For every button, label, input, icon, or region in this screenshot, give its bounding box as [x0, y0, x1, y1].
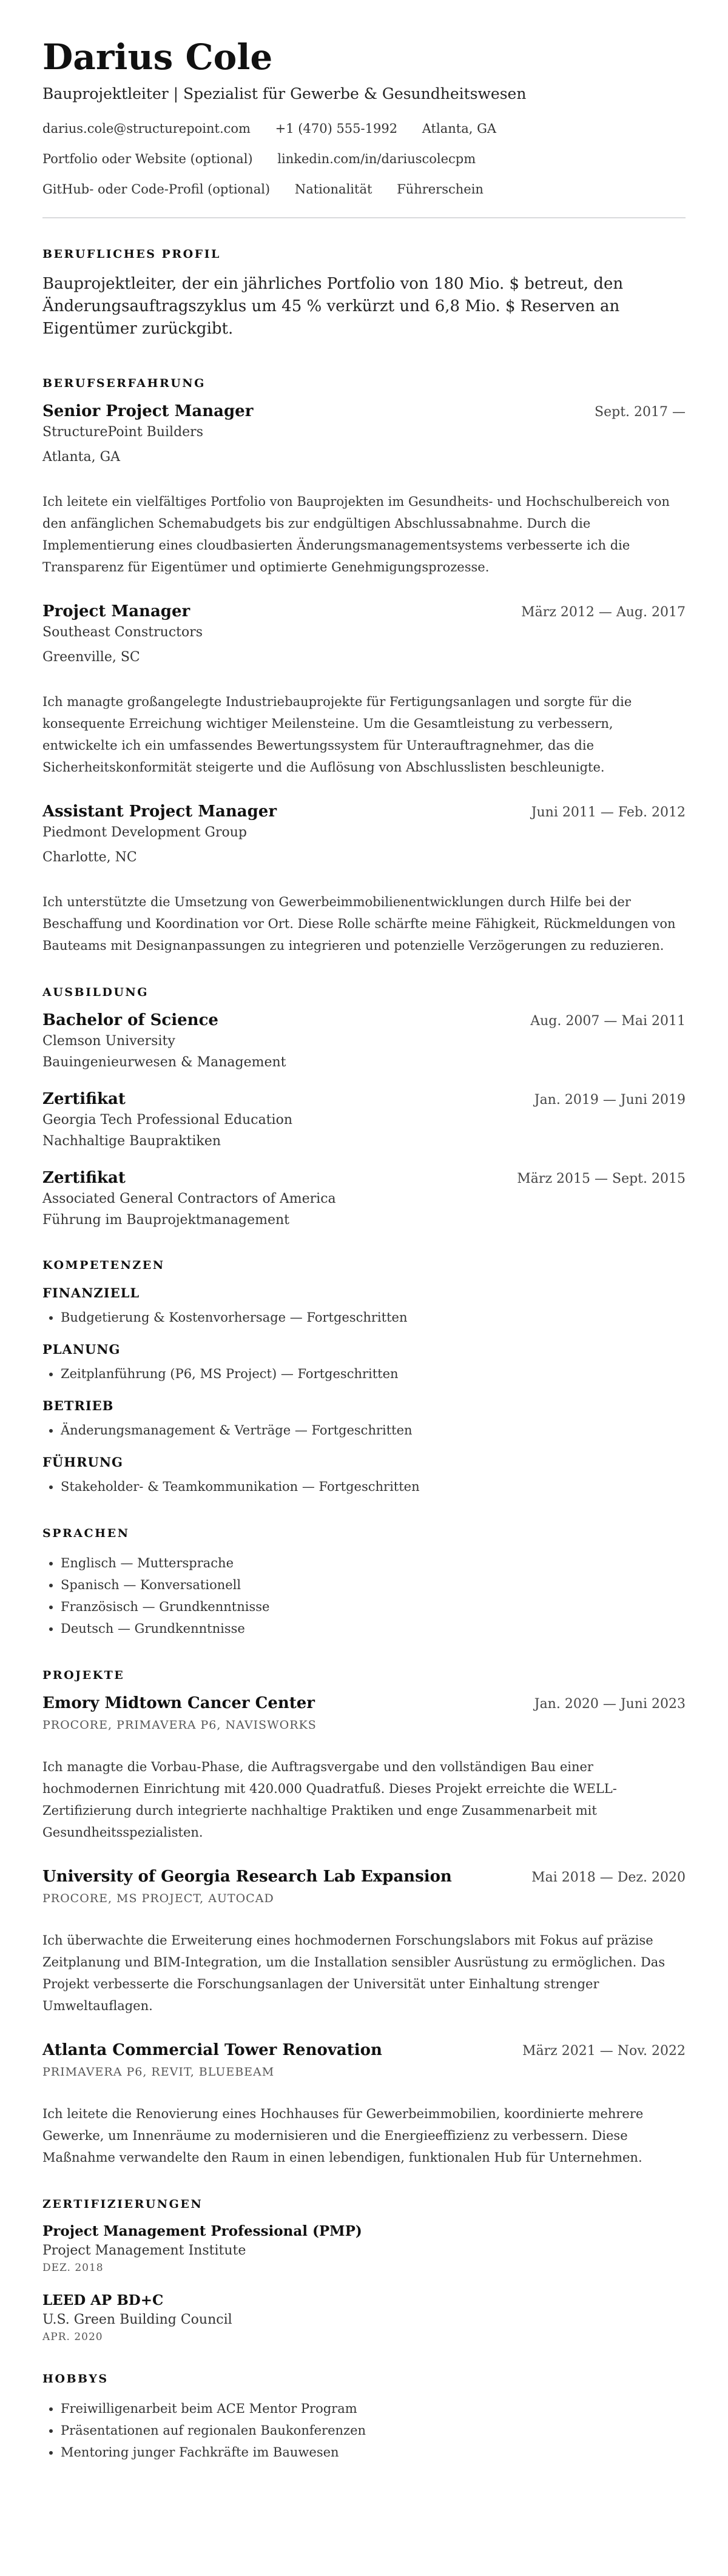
- languages-heading: SPRACHEN: [42, 1527, 130, 1540]
- job-company: StructurePoint Builders: [42, 425, 203, 440]
- project-description: Ich leitete die Renovierung eines Hochhauses für Gewerbeimmobilien, koordinierte mehrere Gewerke, um Innenräume zu modernisieren und die Energieeffizienz zu verbessern. Diese Maßnahme verwandelte den Raum in einen lebendigen, funktionalen Hub für Unternehmen.: [42, 2107, 644, 2165]
- skills-heading: KOMPETENZEN: [42, 1259, 165, 1272]
- certification-entry: [42, 2223, 686, 2274]
- language-item: • Spanisch — Konversationell: [61, 1574, 686, 1596]
- job-title: Senior Project Manager: [42, 402, 254, 420]
- contact-email[interactable]: darius.cole@structurepoint.com: [42, 121, 251, 136]
- degree-school: Associated General Contractors of America: [42, 1191, 336, 1206]
- degree-field: Führung im Bauprojektmanagement: [42, 1212, 289, 1228]
- skill-category: FÜHRUNG: [42, 1454, 123, 1470]
- experience-entry: [42, 802, 686, 957]
- job-date: Sept. 2017 —: [595, 405, 686, 420]
- skill-item: • Zeitplanführung (P6, MS Project) — Fortgeschritten: [61, 1363, 686, 1385]
- education-section: [42, 986, 686, 1229]
- project-date: Jan. 2020 — Juni 2023: [534, 1697, 686, 1712]
- hobbies-section: [42, 2372, 686, 2463]
- language-list: [42, 1552, 686, 1639]
- contact-location: Atlanta, GA: [422, 121, 497, 136]
- contact-row-extra: [42, 181, 686, 198]
- degree-field: Bauingenieurwesen & Management: [42, 1055, 286, 1070]
- skill-list: [42, 1419, 686, 1441]
- contact-nationality: Nationalität: [294, 182, 372, 197]
- projects-section: [42, 1669, 686, 2168]
- summary-heading: BERUFLICHES PROFIL: [42, 247, 221, 261]
- project-entry: [42, 2041, 686, 2168]
- hobby-item: • Freiwilligenarbeit beim ACE Mentor Program: [61, 2398, 686, 2420]
- languages-section: [42, 1527, 686, 1639]
- experience-entry: [42, 602, 686, 778]
- contact-license: Führerschein: [397, 182, 484, 197]
- job-description: Ich unterstützte die Umsetzung von Gewerbeimmobilienentwicklungen durch Hilfe bei der Beschaffung und Koordination vor Ort. Diese Rolle schärfte meine Fähigkeit, Rückmeldungen von Bauteams mit Designanpassungen zu integrieren und potenzielle Verzögerungen zu reduzieren.: [42, 895, 676, 953]
- degree-field: Nachhaltige Baupraktiken: [42, 1134, 221, 1149]
- skill-item: • Änderungsmanagement & Verträge — Fortgeschritten: [61, 1419, 686, 1441]
- projects-heading: PROJEKTE: [42, 1669, 125, 1682]
- candidate-tagline: Bauprojektleiter | Spezialist für Gewerbe & Gesundheitswesen: [42, 85, 527, 103]
- project-date: Mai 2018 — Dez. 2020: [531, 1870, 686, 1885]
- skill-list: [42, 1476, 686, 1498]
- header-divider: [42, 217, 686, 218]
- project-entry: [42, 1868, 686, 2017]
- experience-section: [42, 377, 686, 957]
- project-date: März 2021 — Nov. 2022: [522, 2043, 686, 2059]
- summary-text: Bauprojektleiter, der ein jährliches Portfolio von 180 Mio. $ betreut, den Änderungsauftragszyklus um 45 % verkürzt und 6,8 Mio. $ Reserven an Eigentümer zurückgibt.: [42, 275, 624, 338]
- certifications-section: [42, 2198, 686, 2343]
- job-description: Ich leitete ein vielfältiges Portfolio von Bauprojekten im Gesundheits- und Hochschulbereich von den anfänglichen Schemabudgets bis zur endgültigen Abschlussabnahme. Durch die Implementierung eines cloudbasierten Änderungsmanagementsystems verbesserte ich die Transparenz für Eigentümer und optimierte Genehmigungsprozesse.: [42, 494, 670, 574]
- certifications-heading: ZERTIFIZIERUNGEN: [42, 2198, 203, 2211]
- certification-name: LEED AP BD+C: [42, 2292, 164, 2309]
- job-date: Juni 2011 — Feb. 2012: [531, 805, 686, 820]
- certification-issuer: U.S. Green Building Council: [42, 2312, 232, 2327]
- project-title: University of Georgia Research Lab Expansion: [42, 1868, 452, 1886]
- project-title: Atlanta Commercial Tower Renovation: [42, 2041, 382, 2059]
- job-location: Greenville, SC: [42, 650, 140, 665]
- job-company: Southeast Constructors: [42, 625, 203, 640]
- project-tech: PROCORE, MS PROJECT, AUTOCAD: [42, 1892, 274, 1905]
- contact-github[interactable]: GitHub- oder Code-Profil (optional): [42, 182, 271, 197]
- job-company: Piedmont Development Group: [42, 825, 247, 840]
- language-item: • Englisch — Muttersprache: [61, 1552, 686, 1574]
- degree-date: März 2015 — Sept. 2015: [517, 1171, 686, 1186]
- certification-date: APR. 2020: [42, 2331, 103, 2343]
- candidate-name: Darius Cole: [42, 36, 273, 78]
- hobby-list: [42, 2398, 686, 2463]
- language-item: • Französisch — Grundkenntnisse: [61, 1596, 686, 1618]
- experience-heading: BERUFSERFAHRUNG: [42, 377, 206, 390]
- project-entry: [42, 1694, 686, 1843]
- project-tech: PROCORE, PRIMAVERA P6, NAVISWORKS: [42, 1718, 317, 1732]
- skill-item: • Budgetierung & Kostenvorhersage — Fortgeschritten: [61, 1306, 686, 1328]
- contact-row-links: [42, 150, 686, 167]
- experience-entry: [42, 402, 686, 578]
- skill-list: [42, 1363, 686, 1385]
- skill-item: • Stakeholder- & Teamkommunikation — Fortgeschritten: [61, 1476, 686, 1498]
- skill-list: [42, 1306, 686, 1328]
- contact-linkedin[interactable]: linkedin.com/in/dariuscolecpm: [277, 152, 476, 166]
- degree-school: Clemson University: [42, 1034, 175, 1049]
- education-heading: AUSBILDUNG: [42, 986, 149, 999]
- education-entry: [42, 1090, 686, 1151]
- skill-category: PLANUNG: [42, 1342, 121, 1357]
- skills-section: [42, 1259, 686, 1498]
- degree-date: Jan. 2019 — Juni 2019: [534, 1092, 686, 1108]
- job-description: Ich managte großangelegte Industriebauprojekte für Fertigungsanlagen und sorgte für die konsequente Erreichung wichtiger Meilensteine. Um die Gesamtleistung zu verbessern, entwickelte ich ein umfassendes Bewertungssystem für Unterauftragnehmer, das die Sicherheitskonformität steigerte und die Auflösung von Abschlusslisten beschleunigte.: [42, 694, 632, 775]
- degree-title: Zertifikat: [42, 1090, 126, 1108]
- job-location: Atlanta, GA: [42, 449, 121, 465]
- degree-date: Aug. 2007 — Mai 2011: [530, 1014, 686, 1029]
- job-date: März 2012 — Aug. 2017: [521, 605, 686, 620]
- hobbies-heading: HOBBYS: [42, 2372, 109, 2386]
- language-item: • Deutsch — Grundkenntnisse: [61, 1618, 686, 1639]
- project-description: Ich überwachte die Erweiterung eines hochmodernen Forschungslabors mit Fokus auf präzise Zeitplanung und BIM-Integration, um die Installation sensibler Ausrüstung zu ermöglichen. Das Projekt verbesserte die Forschungsanlagen der Universität unter Einhaltung strenger Umweltauflagen.: [42, 1933, 666, 2013]
- degree-title: Zertifikat: [42, 1169, 126, 1187]
- certification-date: DEZ. 2018: [42, 2262, 104, 2274]
- contact-phone[interactable]: +1 (470) 555-1992: [275, 121, 398, 136]
- summary-section: [42, 247, 686, 340]
- project-title: Emory Midtown Cancer Center: [42, 1694, 315, 1712]
- job-title: Assistant Project Manager: [42, 802, 277, 821]
- contact-row-primary: [42, 120, 686, 137]
- hobby-item: • Präsentationen auf regionalen Baukonferenzen: [61, 2420, 686, 2441]
- certification-name: Project Management Professional (PMP): [42, 2223, 362, 2239]
- degree-school: Georgia Tech Professional Education: [42, 1112, 292, 1128]
- project-description: Ich managte die Vorbau-Phase, die Auftragsvergabe und den vollständigen Bau einer hochmodernen Einrichtung mit 420.000 Quadratfuß. Dieses Projekt erreichte die WELL-Zertifizierung durch integrierte nachhaltige Praktiken und enge Zusammenarbeit mit Gesundheitsspezialisten.: [42, 1760, 617, 1840]
- hobby-item: • Mentoring junger Fachkräfte im Bauwesen: [61, 2441, 686, 2463]
- contact-portfolio[interactable]: Portfolio oder Website (optional): [42, 152, 253, 166]
- skill-category: BETRIEB: [42, 1398, 114, 1413]
- education-entry: [42, 1169, 686, 1229]
- skill-category: FINANZIELL: [42, 1285, 140, 1300]
- certification-entry: [42, 2292, 686, 2343]
- job-title: Project Manager: [42, 602, 190, 620]
- certification-issuer: Project Management Institute: [42, 2243, 246, 2258]
- job-location: Charlotte, NC: [42, 850, 137, 865]
- education-entry: [42, 1011, 686, 1072]
- degree-title: Bachelor of Science: [42, 1011, 218, 1029]
- project-tech: PRIMAVERA P6, REVIT, BLUEBEAM: [42, 2065, 275, 2079]
